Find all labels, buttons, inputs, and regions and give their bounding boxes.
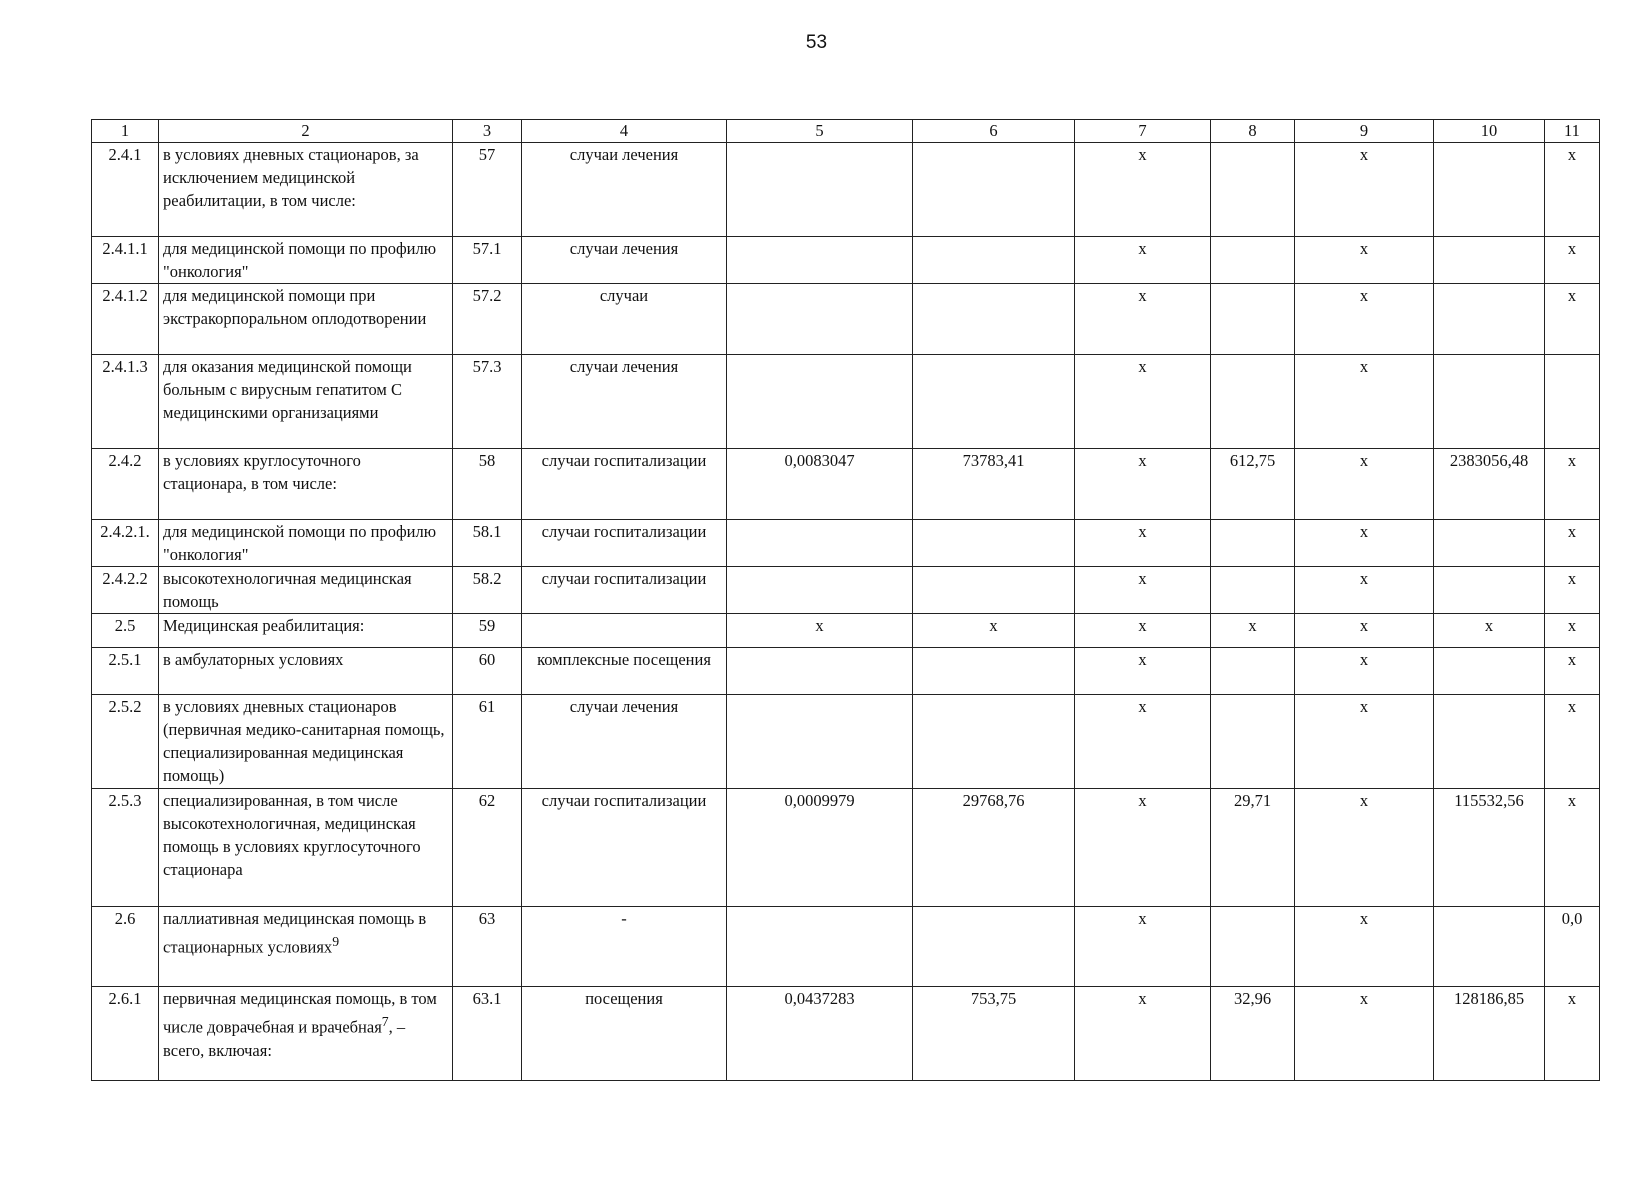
data-table: [91, 119, 1600, 1081]
row-number: 2.5: [92, 614, 159, 648]
cell-col7: х: [1075, 449, 1211, 520]
row-code: 61: [453, 695, 522, 789]
row-code: 60: [453, 648, 522, 695]
description-text: первичная медицинская помощь, в том числе доврачебная и врачебная: [163, 989, 437, 1037]
row-number: 2.4.2.1.: [92, 520, 159, 567]
cell-col9: х: [1295, 907, 1434, 987]
row-description: для оказания медицинской помощи больным с вирусным гепатитом С медицинскими организациями: [159, 355, 453, 449]
cell-col5: [727, 284, 913, 355]
header-cell: 11: [1545, 120, 1600, 143]
cell-col5: [727, 520, 913, 567]
row-code: 58.1: [453, 520, 522, 567]
row-code: 57.2: [453, 284, 522, 355]
cell-col10: [1434, 143, 1545, 237]
cell-col10: [1434, 520, 1545, 567]
cell-col9: х: [1295, 648, 1434, 695]
cell-col9: х: [1295, 789, 1434, 907]
cell-col10: [1434, 907, 1545, 987]
table-row: [92, 907, 1600, 987]
cell-col10: 128186,85: [1434, 987, 1545, 1081]
description-text-tail: , – всего, включая:: [163, 1017, 406, 1060]
cell-col9: х: [1295, 143, 1434, 237]
page-number: 53: [805, 32, 828, 53]
cell-col7: х: [1075, 237, 1211, 284]
cell-col6: х: [913, 614, 1075, 648]
row-unit: случаи: [522, 284, 727, 355]
cell-col6: [913, 143, 1075, 237]
cell-col5: [727, 907, 913, 987]
row-unit: [522, 614, 727, 648]
cell-col7: х: [1075, 987, 1211, 1081]
row-unit: случаи лечения: [522, 695, 727, 789]
cell-col10: [1434, 695, 1545, 789]
table-row: [92, 789, 1600, 907]
row-unit: комплексные посещения: [522, 648, 727, 695]
row-description: [159, 987, 453, 1081]
row-description: для медицинской помощи при экстракорпоральном оплодотворении: [159, 284, 453, 355]
cell-col8: [1211, 284, 1295, 355]
cell-col11: х: [1545, 284, 1600, 355]
cell-col11: х: [1545, 143, 1600, 237]
table-row: [92, 284, 1600, 355]
row-unit: случаи лечения: [522, 143, 727, 237]
footnote-mark: 9: [332, 934, 340, 949]
cell-col7: х: [1075, 355, 1211, 449]
cell-col10: х: [1434, 614, 1545, 648]
cell-col7: х: [1075, 614, 1211, 648]
table-row: [92, 567, 1600, 614]
header-cell: 5: [727, 120, 913, 143]
cell-col11: х: [1545, 520, 1600, 567]
row-number: 2.4.1.3: [92, 355, 159, 449]
row-description: в условиях дневных стационаров (первичная медико-санитарная помощь, специализированная медицинская помощь): [159, 695, 453, 789]
cell-col10: 115532,56: [1434, 789, 1545, 907]
table-row: [92, 449, 1600, 520]
row-description: для медицинской помощи по профилю "онкология": [159, 237, 453, 284]
cell-col8: [1211, 355, 1295, 449]
cell-col9: х: [1295, 237, 1434, 284]
row-description: для медицинской помощи по профилю "онкология": [159, 520, 453, 567]
cell-col11: [1545, 355, 1600, 449]
cell-col5: [727, 648, 913, 695]
cell-col6: 73783,41: [913, 449, 1075, 520]
row-unit: случаи госпитализации: [522, 567, 727, 614]
cell-col10: [1434, 355, 1545, 449]
cell-col11: х: [1545, 695, 1600, 789]
cell-col5: [727, 237, 913, 284]
row-code: 57.1: [453, 237, 522, 284]
row-code: 63.1: [453, 987, 522, 1081]
cell-col8: [1211, 143, 1295, 237]
cell-col5: 0,0437283: [727, 987, 913, 1081]
row-number: 2.5.2: [92, 695, 159, 789]
row-number: 2.4.2: [92, 449, 159, 520]
cell-col6: [913, 355, 1075, 449]
cell-col9: х: [1295, 614, 1434, 648]
cell-col11: х: [1545, 449, 1600, 520]
cell-col6: [913, 907, 1075, 987]
row-unit: случаи госпитализации: [522, 789, 727, 907]
cell-col7: х: [1075, 695, 1211, 789]
cell-col6: [913, 284, 1075, 355]
cell-col8: 29,71: [1211, 789, 1295, 907]
cell-col8: х: [1211, 614, 1295, 648]
row-code: 62: [453, 789, 522, 907]
header-row: [92, 120, 1600, 143]
cell-col6: 753,75: [913, 987, 1075, 1081]
table-row: [92, 143, 1600, 237]
cell-col11: х: [1545, 567, 1600, 614]
cell-col5: [727, 567, 913, 614]
cell-col8: [1211, 567, 1295, 614]
cell-col9: х: [1295, 449, 1434, 520]
header-cell: 3: [453, 120, 522, 143]
row-description: в условиях круглосуточного стационара, в том числе:: [159, 449, 453, 520]
cell-col5: х: [727, 614, 913, 648]
cell-col9: х: [1295, 284, 1434, 355]
cell-col10: [1434, 567, 1545, 614]
cell-col8: 32,96: [1211, 987, 1295, 1081]
row-number: 2.4.1.2: [92, 284, 159, 355]
cell-col7: х: [1075, 520, 1211, 567]
cell-col11: х: [1545, 237, 1600, 284]
cell-col9: х: [1295, 355, 1434, 449]
header-cell: 9: [1295, 120, 1434, 143]
row-description: Медицинская реабилитация:: [159, 614, 453, 648]
table-row: [92, 695, 1600, 789]
description-text: паллиативная медицинская помощь в стационарных условиях: [163, 909, 427, 957]
table-row: [92, 987, 1600, 1081]
cell-col10: 2383056,48: [1434, 449, 1545, 520]
cell-col8: [1211, 520, 1295, 567]
table-row: [92, 237, 1600, 284]
header-cell: 6: [913, 120, 1075, 143]
cell-col11: х: [1545, 987, 1600, 1081]
cell-col11: х: [1545, 789, 1600, 907]
cell-col7: х: [1075, 907, 1211, 987]
header-cell: 7: [1075, 120, 1211, 143]
row-unit: случаи госпитализации: [522, 520, 727, 567]
row-description: специализированная, в том числе высокотехнологичная, медицинская помощь в условиях круглосуточного стационара: [159, 789, 453, 907]
row-code: 58.2: [453, 567, 522, 614]
cell-col10: [1434, 284, 1545, 355]
cell-col5: [727, 355, 913, 449]
cell-col6: [913, 237, 1075, 284]
cell-col11: х: [1545, 614, 1600, 648]
cell-col7: х: [1075, 789, 1211, 907]
row-code: 57: [453, 143, 522, 237]
table-row: [92, 614, 1600, 648]
header-cell: 4: [522, 120, 727, 143]
row-description: в условиях дневных стационаров, за исключением медицинской реабилитации, в том числе:: [159, 143, 453, 237]
row-description: высокотехнологичная медицинская помощь: [159, 567, 453, 614]
cell-col6: [913, 567, 1075, 614]
cell-col5: [727, 143, 913, 237]
row-code: 58: [453, 449, 522, 520]
row-code: 57.3: [453, 355, 522, 449]
cell-col5: 0,0009979: [727, 789, 913, 907]
cell-col6: 29768,76: [913, 789, 1075, 907]
row-unit: случаи лечения: [522, 237, 727, 284]
row-code: 59: [453, 614, 522, 648]
cell-col7: х: [1075, 567, 1211, 614]
header-cell: 10: [1434, 120, 1545, 143]
cell-col11: 0,0: [1545, 907, 1600, 987]
cell-col5: [727, 695, 913, 789]
row-description: в амбулаторных условиях: [159, 648, 453, 695]
cell-col7: х: [1075, 284, 1211, 355]
table-row: [92, 520, 1600, 567]
footnote-mark: 7: [381, 1014, 389, 1029]
cell-col9: х: [1295, 520, 1434, 567]
cell-col8: [1211, 237, 1295, 284]
cell-col9: х: [1295, 695, 1434, 789]
row-number: 2.4.1.1: [92, 237, 159, 284]
header-cell: 1: [92, 120, 159, 143]
cell-col8: [1211, 695, 1295, 789]
row-unit: посещения: [522, 987, 727, 1081]
cell-col6: [913, 520, 1075, 567]
cell-col8: [1211, 648, 1295, 695]
table-row: [92, 648, 1600, 695]
cell-col10: [1434, 648, 1545, 695]
row-number: 2.6: [92, 907, 159, 987]
row-unit: случаи лечения: [522, 355, 727, 449]
table-row: [92, 355, 1600, 449]
cell-col11: х: [1545, 648, 1600, 695]
cell-col6: [913, 648, 1075, 695]
cell-col7: х: [1075, 143, 1211, 237]
cell-col7: х: [1075, 648, 1211, 695]
row-number: 2.5.3: [92, 789, 159, 907]
row-number: 2.6.1: [92, 987, 159, 1081]
cell-col9: х: [1295, 987, 1434, 1081]
row-unit: случаи госпитализации: [522, 449, 727, 520]
row-unit: -: [522, 907, 727, 987]
row-number: 2.4.1: [92, 143, 159, 237]
cell-col8: 612,75: [1211, 449, 1295, 520]
cell-col6: [913, 695, 1075, 789]
row-number: 2.5.1: [92, 648, 159, 695]
cell-col10: [1434, 237, 1545, 284]
row-number: 2.4.2.2: [92, 567, 159, 614]
cell-col8: [1211, 907, 1295, 987]
header-cell: 2: [159, 120, 453, 143]
cell-col9: х: [1295, 567, 1434, 614]
row-code: 63: [453, 907, 522, 987]
cell-col5: 0,0083047: [727, 449, 913, 520]
row-description: [159, 907, 453, 987]
header-cell: 8: [1211, 120, 1295, 143]
